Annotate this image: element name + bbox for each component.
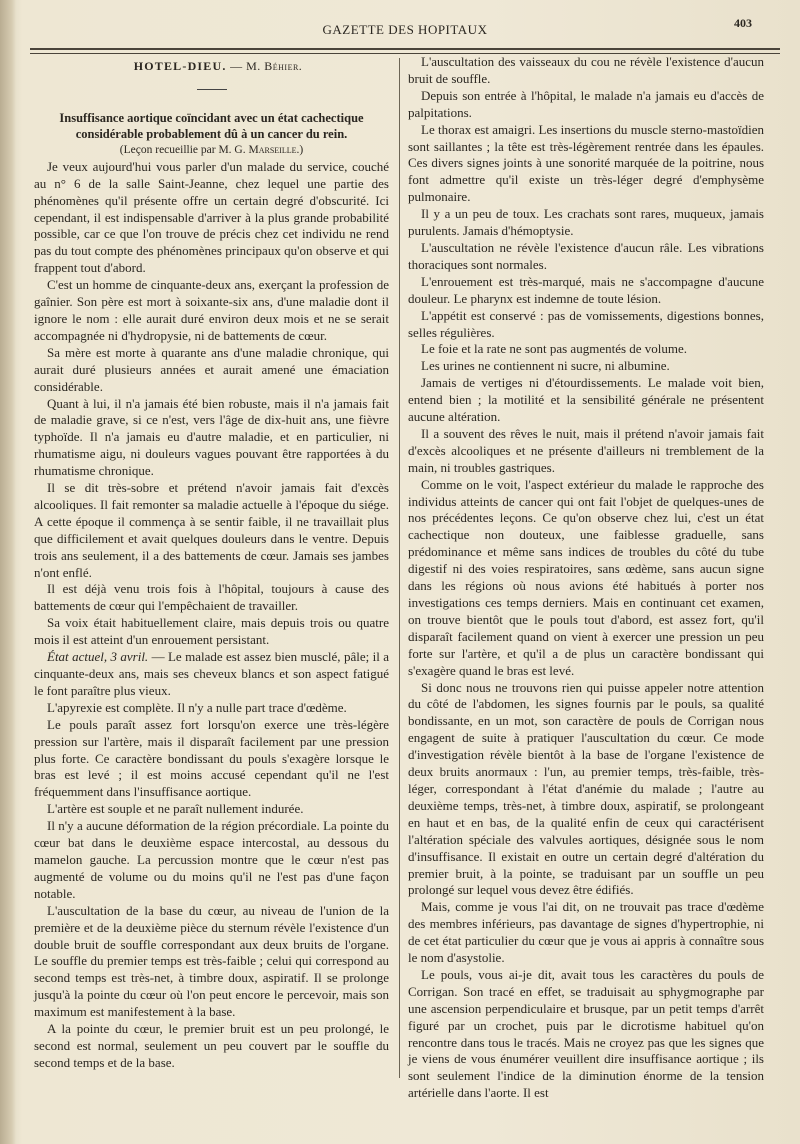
- left-body-part-1: [34, 159, 389, 649]
- section-dash: — M.: [226, 59, 265, 73]
- paragraph: C'est un homme de cinquante-deux ans, exerçant la profession de gaînier. Son père est mort à soixante-six ans, d'une maladie dont il ignore le nom : elle aurait duré environ deux mois et ne se serait accompagnée ni d'hydropysie, ni de battements de cœur.: [34, 277, 389, 343]
- byline-prefix: (Leçon recueillie par M. G.: [119, 143, 249, 156]
- etat-actuel-paragraph: [34, 649, 389, 700]
- header-rule-thick: [30, 48, 780, 50]
- paragraph: Il est déjà venu trois fois à l'hôpital, toujours à cause des battements de cœur qui l'empêchaient de travailler.: [34, 581, 389, 614]
- paragraph: Comme on le voit, l'aspect extérieur du malade le rapproche des individus atteints de cancer qui ont fait l'objet de quelques-unes de nos précédentes leçons. Ce qu'on observe chez lui, c'est un état cachectique non douteux, une faiblesse graduelle, sans prédominance et même sans indices de troubles du côté du tube digestif ni des voies respiratoires, sans œdème, sans aucun signe dans les régions où nous avions été habitués à porter nos investigations ces temps derniers. Mais en continuant cet examen, on trouve bientôt que le pouls tout d'abord, est assez fort, qu'il disparaît facilement quand on vient à exercer une pression un peu forte sur l'artère, et qu'il a de plus un caractère bondissant qui s'exagère quand le bras est levé.: [408, 476, 764, 678]
- paragraph: Il a souvent des rêves le nuit, mais il prétend n'avoir jamais fait d'excès alcooliques et ne présente d'ailleurs ni tremblement de la main, ni troubles gastriques.: [408, 425, 764, 475]
- paragraph: Sa mère est morte à quarante ans d'une maladie chronique, qui aurait duré plusieurs années et aurait amené une émaciation considérable.: [34, 344, 389, 394]
- right-column: [408, 54, 764, 1102]
- left-body-part-2: [34, 700, 389, 1072]
- paragraph: Le foie et la rate ne sont pas augmentés de volume.: [421, 341, 688, 357]
- running-title: GAZETTE DES HOPITAUX: [322, 22, 488, 37]
- article-title: Insuffisance aortique coïncidant avec un état cachectique considérable probablement dû à un cancer du rein.: [59, 110, 364, 141]
- article-byline: [34, 142, 389, 159]
- page-number: 403: [734, 16, 752, 30]
- paragraph: Le pouls paraît assez fort lorsqu'on exerce une très-légère pression sur l'artère, mais il disparaît facilement par une pression plus forte. Ce caractère bondissant du pouls s'exagère lorsque le bras est levé ; il est moins accusé cependant qu'il ne l'est fréquemment dans l'insuffisance aortique.: [34, 716, 389, 800]
- etat-text: — Le malade est assez bien musclé, pâle; il a cinquante-deux ans, mais ses cheveux blancs et son aspect fatigué le font paraître plus vieux.: [34, 649, 390, 698]
- paragraph: L'auscultation des vaisseaux du cou ne révèle l'existence d'aucun bruit de souffle.: [408, 54, 764, 86]
- right-body: [408, 54, 764, 1102]
- paragraph: Mais, comme je vous l'ai dit, on ne trouvait pas trace d'œdème des membres inférieurs, pas davantage de signes d'hypertrophie, ni de cet état particulier du cœur que je vous ai appris à connaître sous le nom d'asystolie.: [408, 899, 764, 966]
- column-divider: [399, 58, 400, 1078]
- left-column: [34, 58, 389, 1072]
- paragraph: Quant à lui, il n'a jamais été bien robuste, mais il n'a jamais fait de maladie grave, si ce n'est, vers l'âge de dix-huit ans, une fièvre typhoïde. Il n'a jamais eu d'autre maladie, et en particulier, ni rhumatisme aigu, ni douleurs vagues pouvant être rapportées à du rhumatisme chronique.: [34, 395, 389, 479]
- paragraph: Jamais de vertiges ni d'étourdissements. Le malade voit bien, entend bien ; la motilité et la sensibilité générale ne présentent aucune altération.: [408, 375, 764, 425]
- byline-suffix: .): [296, 143, 304, 156]
- paragraph: Il n'y a aucune déformation de la région précordiale. La pointe du cœur bat dans le deuxième espace intercostal, au dessous du mamelon gauche. La percussion montre que le cœur n'est pas augmenté de volume ou du moins qu'il ne l'est pas d'une façon notable.: [34, 818, 389, 901]
- paragraph: Je veux aujourd'hui vous parler d'un malade du service, couché au n° 6 de la salle Saint-Jeanne, chez lequel une partie des phénomènes qu'il présente offre un certain degré d'obscurité. Ici cependant, il est indispensable d'arriver à la plus grande probabilité possible, car ce que l'on trouve de précis chez cet individu ne rend pas du tout compte des phénomènes principaux qu'on observe et qui frappent tout d'abord.: [34, 158, 389, 276]
- paragraph: L'appétit est conservé : pas de vomissements, digestions bonnes, selles régulières.: [408, 307, 764, 340]
- paragraph: Sa voix était habituellement claire, mais depuis trois ou quatre mois il est atteint d'un enrouement persistant.: [34, 615, 389, 648]
- paragraph: Le thorax est amaigri. Les insertions du muscle sterno-mastoïdien sont saillantes ; la tête est très-légèrement rentrée dans les épaules. Ces divers signes joints à une sonorité marquée de la poitrine, nous font admettre qu'il existe un très-léger degré d'emphysème pulmonaire.: [408, 121, 764, 205]
- paragraph: L'apyrexie est complète. Il n'y a nulle part trace d'œdème.: [47, 699, 347, 715]
- paragraph: L'auscultation de la base du cœur, au niveau de l'union de la première et de la deuxième pièce du sternum révèle l'existence d'un double bruit de souffle correspondant aux deux bruits de l'organe. Le souffle du premier temps est très-faible ; celui qui correspond au second temps est très-net, à timbre doux, aspiratif. Il se prolonge jusqu'à la pointe du cœur où l'on peut encore le percevoir, mais son maximum est manifestement à la base.: [34, 902, 389, 1020]
- paragraph: Le pouls, vous ai-je dit, avait tous les caractères du pouls de Corrigan. Son tracé en effet, se traduisait au sphygmographe par une ascension perpendiculaire et brusque, par un petit temps d'arrêt figuré par un crochet, puis par le dicrotisme habituel qu'on rencontre dans tous le tracés. Mais ne croyez pas que les signes que je viens de vous énumérer veuillent dire insuffisance aortique ; ils sont seulement l'indice de la diminution énorme de la tension artérielle dans l'aorte. Il est: [408, 966, 764, 1101]
- paragraph: Depuis son entrée à l'hôpital, le malade n'a jamais eu d'accès de palpitations.: [408, 87, 764, 120]
- paragraph: Les urines ne contiennent ni sucre, ni albumine.: [421, 358, 670, 374]
- etat-label: État actuel, 3 avril.: [47, 649, 149, 665]
- page-header: [30, 16, 780, 46]
- paragraph: Il y a un peu de toux. Les crachats sont rares, muqueux, jamais purulents. Jamais d'hémoptysie.: [408, 206, 764, 239]
- paragraph: L'artère est souple et ne paraît nullement indurée.: [47, 801, 304, 817]
- section-institution: HOTEL-DIEU.: [133, 59, 227, 73]
- paragraph: A la pointe du cœur, le premier bruit est un peu prolongé, le second est normal, seulement un peu couvert par le souffle du second temps et de la base.: [34, 1021, 389, 1070]
- paragraph: Si donc nous ne trouvons rien qui puisse appeler notre attention du côté de l'abdomen, les signes fournis par le pouls, sa qualité bondissante, en un mot, son caractère de pouls de Corrigan nous engagent de suite à pratiquer l'auscultation du cœur. Ce mode d'investigation révèle bientôt à la base de l'organe l'existence de deux bruits anormaux : l'un, au premier temps, très-faible, très-léger, correspondant à l'état d'anémie du malade ; l'autre au deuxième temps, très-net, à timbre doux, aspiratif, se prolongeant en haut et en bas, de la qualité enfin de ceux qui caractérisent l'altération spéciale des valvules aortiques, désignée sous le nom d'insuffisance. Il existait en outre un certain degré d'altération du premier bruit, à la pointe, se traduisant par un souffle un peu prolongé sur lequel vous devez être édifiés.: [408, 679, 764, 898]
- paragraph: L'auscultation ne révèle l'existence d'aucun râle. Les vibrations thoraciques sont normales.: [408, 239, 764, 272]
- section-physician: Béhier.: [264, 59, 303, 73]
- paragraph: L'enrouement est très-marqué, mais ne s'accompagne d'aucune douleur. Le pharynx est indemne de toute lésion.: [408, 273, 764, 306]
- byline-name: Marseille: [248, 143, 297, 156]
- binding-edge: [0, 0, 16, 1144]
- section-heading: [34, 58, 389, 75]
- paragraph: Il se dit très-sobre et prétend n'avoir jamais fait d'excès alcooliques. Il fait remonter sa maladie actuelle à l'époque du siége. A cette époque il commença à se sentir faible, il ne travaillait plus que difficilement et avait quelques douleurs dans le ventre. Depuis trois ans seulement, il a des battements de cœur. Jamais ses jambes n'ont enflé.: [34, 480, 389, 580]
- section-short-rule: [197, 89, 227, 90]
